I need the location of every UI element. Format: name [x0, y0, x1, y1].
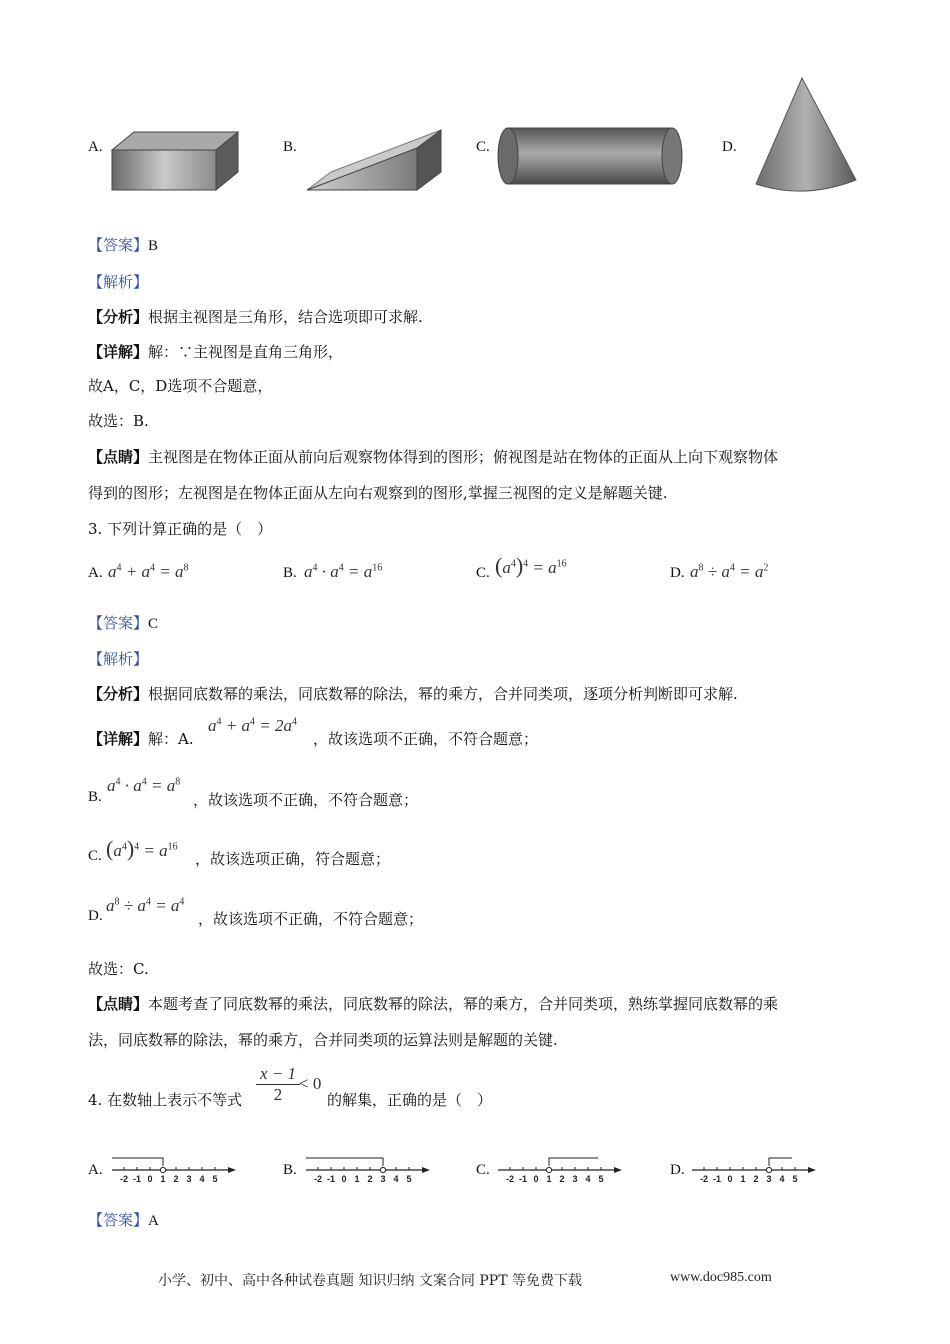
q4-answer: 【答案】A [88, 1211, 159, 1229]
q4-option-d-label: D. [670, 1162, 685, 1178]
axis-tick-label: 3 [766, 1174, 772, 1184]
axis-arrow [614, 1167, 622, 1173]
q3-detail-d-expr: $a^8 \div a^4 = a^4$ [106, 896, 185, 915]
axis-tick-label: -2 [119, 1174, 129, 1184]
q3-detail-d-text: ，故该选项不正确，不符合题意； [198, 910, 424, 928]
axis-tick-label: 3 [572, 1174, 578, 1184]
q4-ineq: < 0 [299, 1074, 322, 1093]
fraction-denominator: 2 [273, 1085, 283, 1104]
cylinder-image [496, 124, 686, 188]
q3-analysis-tag: 【解析】 [88, 650, 149, 668]
number-line-b [304, 1150, 436, 1186]
axis-tick-label: 2 [173, 1174, 179, 1184]
q2-fenxi: 【分析】根据主视图是三角形，结合选项即可求解. [88, 308, 423, 326]
q4-option-a-label: A. [88, 1162, 103, 1178]
option-d-label: D. [722, 139, 737, 155]
open-circle [766, 1167, 771, 1172]
axis-tick-label: 4 [199, 1174, 205, 1184]
q4-option-b-label: B. [283, 1162, 297, 1178]
cone-image [752, 76, 860, 196]
q3-fenxi: 【分析】根据同底数幂的乘法，同底数幂的除法，幂的乘方，合并同类项，逐项分析判断即可求解. [88, 685, 738, 703]
q3-option-c-label: C. [476, 565, 490, 581]
q3-detail-a: 【详解】解：A. [88, 730, 194, 748]
open-circle [380, 1167, 385, 1172]
axis-tick-label: -1 [326, 1174, 336, 1184]
axis-tick-label: 4 [779, 1174, 785, 1184]
axis-tick-label: 5 [212, 1174, 218, 1184]
axis-tick-label: -2 [313, 1174, 323, 1184]
solution-ray [306, 1158, 383, 1166]
axis-tick-label: 4 [585, 1174, 591, 1184]
fraction-numerator: x − 1 [256, 1064, 300, 1085]
q2-dianjing: 【点睛】主视图是在物体正面从前向后观察物体得到的图形；俯视图是站在物体的正面从上向下观察物体 [88, 448, 779, 466]
axis-tick-label: 5 [406, 1174, 412, 1184]
q3-option-d-expr: $a^8 \div a^4 = a^2$ [690, 562, 769, 581]
q3-detail-c-text: ，故该选项正确，符合题意； [195, 850, 391, 868]
axis-tick-label: -2 [699, 1174, 709, 1184]
q2-line2: 故A，C，D选项不合题意， [88, 377, 273, 395]
axis-arrow [808, 1167, 816, 1173]
q2-line3: 故选：B. [88, 412, 149, 430]
q4-question-prefix: 4. 在数轴上表示不等式 [88, 1091, 243, 1109]
axis-tick-label: 5 [598, 1174, 604, 1184]
axis-tick-label: 2 [367, 1174, 373, 1184]
q3-detail-d-label: D. [88, 908, 103, 924]
triangular-prism-image [305, 128, 443, 194]
q3-option-d-label: D. [670, 565, 685, 581]
axis-tick-label: 2 [753, 1174, 759, 1184]
axis-tick-label: 0 [147, 1174, 153, 1184]
q2-xiangjie: 【详解】解：∵主视图是直角三角形， [88, 343, 344, 361]
axis-tick-label: 1 [740, 1174, 746, 1184]
axis-arrow [228, 1167, 236, 1173]
number-line-d [690, 1150, 822, 1186]
q3-detail-c-expr: $(a^4)^4 = a^{16}$ [106, 836, 178, 861]
axis-tick-label: -2 [505, 1174, 515, 1184]
axis-tick-label: 0 [341, 1174, 347, 1184]
axis-tick-label: 5 [792, 1174, 798, 1184]
footer-url: www.doc985.com [670, 1270, 772, 1285]
axis-tick-label: 4 [393, 1174, 399, 1184]
axis-tick-label: 0 [533, 1174, 539, 1184]
q3-detail-b-text: ，故该选项不正确，不符合题意； [193, 791, 419, 809]
q3-detail-a-expr: $a^4 + a^4 = 2a^4$ [208, 716, 297, 735]
q3-option-b-label: B. [283, 565, 297, 581]
q4-fraction [256, 1064, 300, 1105]
open-circle [546, 1167, 551, 1172]
q3-option-a-label: A. [88, 565, 103, 581]
axis-tick-label: 1 [546, 1174, 552, 1184]
solution-ray [769, 1158, 792, 1166]
solution-ray [549, 1158, 598, 1166]
solution-ray [112, 1158, 163, 1166]
q4-question-suffix: 的解集，正确的是（ ） [327, 1091, 493, 1109]
option-c-label: C. [476, 139, 490, 155]
axis-tick-label: 0 [727, 1174, 733, 1184]
axis-tick-label: -1 [132, 1174, 142, 1184]
option-a-label: A. [88, 139, 103, 155]
axis-tick-label: 1 [160, 1174, 166, 1184]
number-line-c [496, 1150, 628, 1186]
q4-option-c-label: C. [476, 1162, 490, 1178]
q3-option-a-expr: $a^4 + a^4 = a^8$ [108, 562, 189, 581]
rectangular-prism-image [108, 128, 240, 192]
q3-question: 3. 下列计算正确的是（ ） [88, 520, 273, 538]
option-b-label: B. [283, 139, 297, 155]
q2-analysis-tag: 【解析】 [88, 273, 149, 291]
axis-tick-label: -1 [518, 1174, 528, 1184]
open-circle [160, 1167, 165, 1172]
axis-tick-label: -1 [712, 1174, 722, 1184]
q3-detail-b-label: B. [88, 789, 102, 805]
q3-option-c-expr: $(a^4)^4 = a^{16}$ [495, 553, 567, 578]
q3-detail-b-expr: $a^4 \cdot a^4 = a^8$ [107, 776, 181, 795]
footer-text: 小学、初中、高中各种试卷真题 知识归纳 文案合同 PPT 等免费下载 [158, 1273, 582, 1289]
q3-option-b-expr: $a^4 \cdot a^4 = a^{16}$ [304, 562, 383, 581]
q3-dianjing-cont: 法，同底数幂的除法，幂的乘方，合并同类项的运算法则是解题的关键. [88, 1031, 558, 1049]
q3-answer: 【答案】C [88, 614, 159, 632]
axis-arrow [422, 1167, 430, 1173]
q3-conclusion: 故选：C. [88, 960, 149, 978]
q3-detail-c-label: C. [88, 848, 102, 864]
q2-dianjing-cont: 得到的图形；左视图是在物体正面从左向右观察到的图形,掌握三视图的定义是解题关键. [88, 484, 668, 502]
q2-answer: 【答案】B [88, 236, 159, 254]
q3-detail-a-text: ，故该选项不正确，不符合题意； [313, 730, 539, 748]
axis-tick-label: 2 [559, 1174, 565, 1184]
axis-tick-label: 3 [186, 1174, 192, 1184]
q3-dianjing: 【点睛】本题考查了同底数幂的乘法，同底数幂的除法，幂的乘方，合并同类项，熟练掌握同底数幂的乘 [88, 995, 779, 1013]
axis-tick-label: 1 [354, 1174, 360, 1184]
axis-tick-label: 3 [380, 1174, 386, 1184]
number-line-a [110, 1150, 242, 1186]
